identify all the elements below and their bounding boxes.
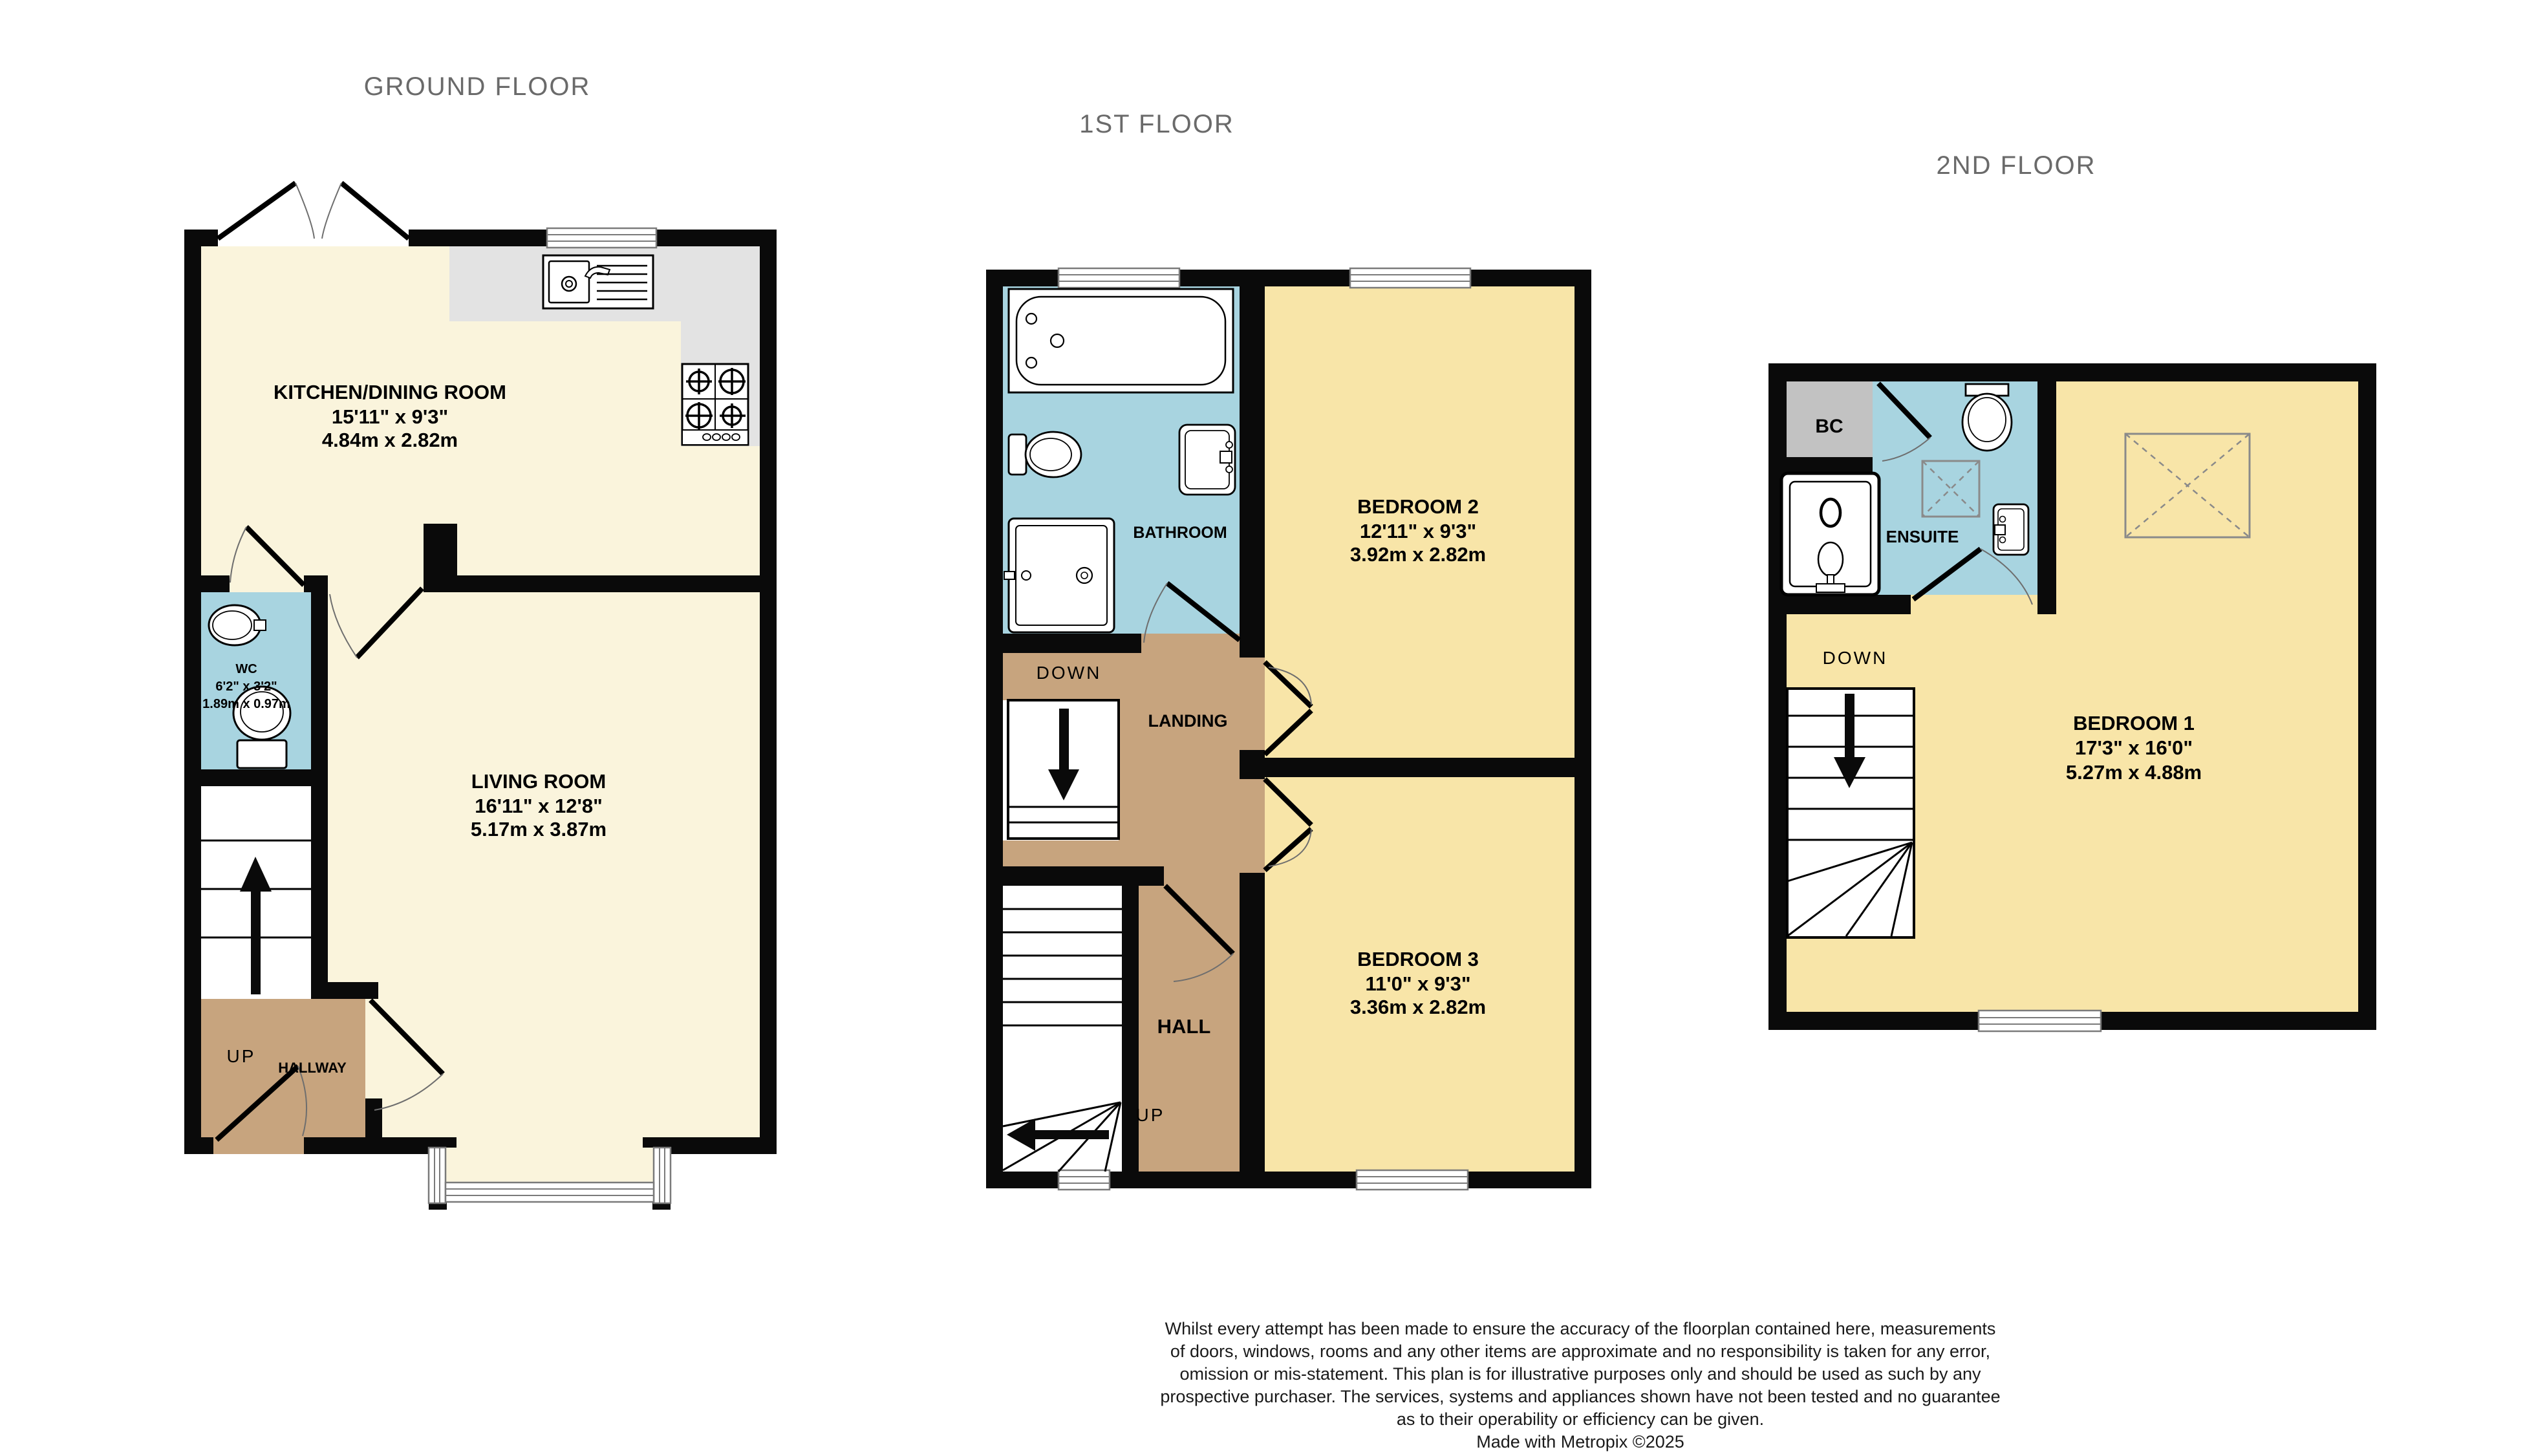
toilet — [1009, 432, 1081, 477]
bedroom1-dims-metric: 5.27m x 4.88m — [2065, 761, 2202, 784]
bedroom2-window — [1350, 268, 1470, 288]
gf-up-label: UP — [226, 1046, 256, 1066]
shower-tray — [1004, 519, 1114, 632]
bedroom2-doorway — [1240, 658, 1265, 750]
bay-floor — [443, 1137, 656, 1184]
disclaimer-line: Whilst every attempt has been made to ensure the accuracy of the floorplan contained here, measurements — [1165, 1319, 1996, 1338]
bedroom1-label: BEDROOM 1 — [2073, 712, 2195, 734]
kitchen-dims-imperial: 15'11" x 9'3" — [331, 405, 449, 428]
bedroom2-dims-imperial: 12'11" x 9'3" — [1359, 520, 1477, 542]
bc-label: BC — [1815, 416, 1843, 437]
kitchen-dims-metric: 4.84m x 2.82m — [321, 429, 458, 451]
living-dims-imperial: 16'11" x 12'8" — [475, 795, 603, 817]
sf-down-label: DOWN — [1822, 648, 1888, 668]
bathroom-doorway — [1141, 634, 1240, 653]
bathroom-window — [1059, 268, 1179, 288]
first-floor-title: 1ST FLOOR — [1079, 110, 1234, 138]
hallway-label: HALLWAY — [278, 1060, 347, 1076]
french-doors — [218, 183, 409, 239]
disclaimer-line: as to their operability or efficiency can be given. — [1396, 1409, 1765, 1429]
wc-label: WC — [235, 662, 257, 676]
disclaimer-line: omission or mis-statement. This plan is for illustrative purposes only and should be used as such by any — [1179, 1364, 1981, 1384]
bedroom2-dims-metric: 3.92m x 2.82m — [1349, 543, 1487, 566]
bedroom2-label: BEDROOM 2 — [1357, 495, 1479, 518]
bedroom3-dims-imperial: 11'0" x 9'3" — [1365, 972, 1471, 995]
landing-label: LANDING — [1148, 711, 1228, 731]
disclaimer-line: prospective purchaser. The services, systems and appliances shown have not been tested and no guarantee — [1160, 1387, 2001, 1406]
bedroom1-dims-imperial: 17'3" x 16'0" — [2074, 736, 2193, 759]
disclaimer-line: of doors, windows, rooms and any other items are approximate and no responsibility is taken for any error, — [1170, 1342, 1991, 1361]
kitchen-living-doorway — [328, 575, 424, 592]
second-floor-title: 2ND FLOOR — [1936, 151, 2096, 180]
bedroom3-window — [1357, 1170, 1468, 1190]
stairs-window — [1059, 1170, 1110, 1190]
kitchen-label: KITCHEN/DINING ROOM — [274, 381, 506, 403]
hall-label: HALL — [1157, 1015, 1211, 1038]
bedroom3-label: BEDROOM 3 — [1357, 948, 1479, 970]
ensuite-doorway — [1911, 595, 2037, 614]
wall-basin — [1179, 425, 1235, 495]
kitchen-sink — [543, 255, 653, 308]
metropix-credit: Made with Metropix ©2025 — [1476, 1432, 1684, 1451]
wc-doorway — [230, 575, 304, 592]
disclaimer-text — [1031, 1318, 2130, 1453]
living-dims-metric: 5.17m x 3.87m — [470, 818, 607, 840]
ground-floor-title: GROUND FLOOR — [363, 72, 591, 101]
hob — [682, 364, 748, 445]
ensuite-toilet — [1962, 384, 2012, 451]
room-living-floor — [328, 592, 760, 1137]
wc-dims-imperial: 6'2" x 3'2" — [215, 680, 277, 694]
bedroom3-doorway — [1240, 779, 1265, 873]
bedroom3-dims-metric: 3.36m x 2.82m — [1349, 996, 1487, 1018]
bath — [1009, 289, 1233, 392]
bathroom-label: BATHROOM — [1133, 524, 1227, 542]
bedroom1-window — [1979, 1011, 2101, 1031]
ff-down-label: DOWN — [1036, 663, 1102, 683]
ensuite-basin — [1994, 504, 2028, 555]
ground-floor-plan — [165, 171, 786, 1232]
shower-cubicle — [1781, 473, 1879, 595]
living-label: LIVING ROOM — [471, 770, 607, 793]
wc-dims-metric: 1.89m x 0.97m — [202, 697, 290, 711]
kitchen-window — [547, 228, 656, 248]
ensuite-label: ENSUITE — [1886, 527, 1959, 546]
second-floor-plan — [1756, 346, 2396, 1051]
ff-up-label: UP — [1135, 1105, 1165, 1125]
first-floor-plan — [973, 252, 1607, 1215]
front-doorway — [213, 1137, 304, 1154]
